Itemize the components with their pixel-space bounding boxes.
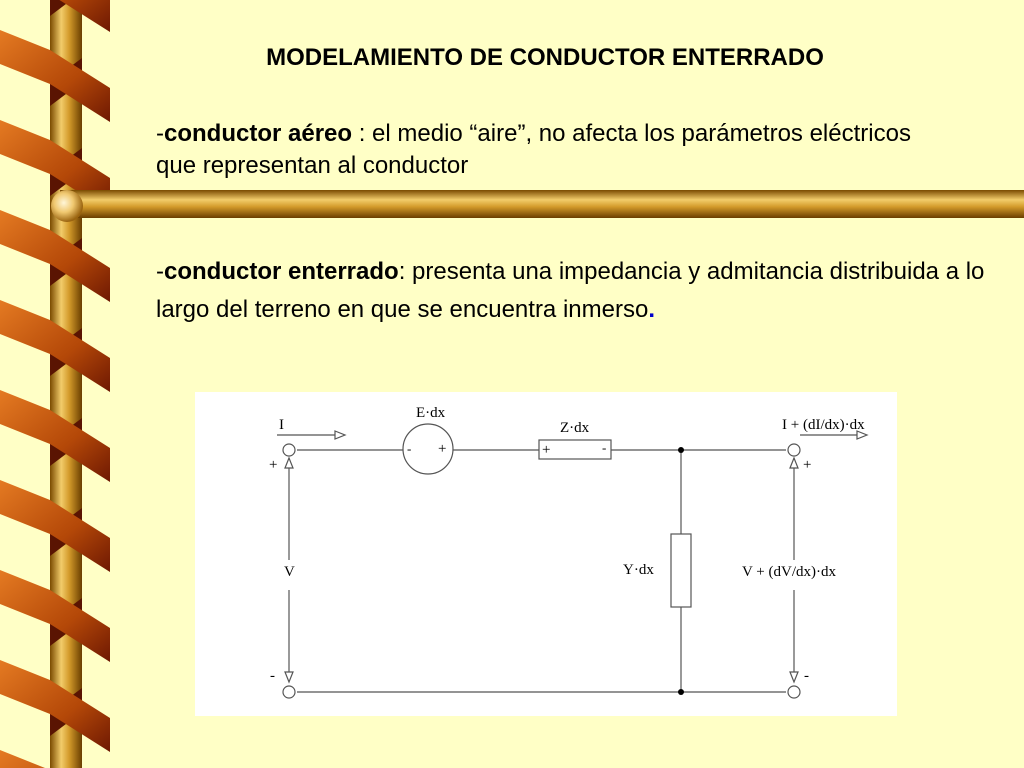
- admittance-element: [671, 534, 691, 607]
- dash: -: [156, 120, 164, 147]
- label-out-minus: -: [804, 668, 809, 684]
- horizontal-rod: [60, 190, 1024, 218]
- text-conductor-enterrado: : presenta una impedancia y admitancia distribuida a lo largo del terreno en que se encuentra inmerso: [156, 258, 985, 324]
- label-source-minus: -: [407, 441, 412, 456]
- terminal-bottom-left: [283, 686, 295, 698]
- term-conductor-aereo: conductor aéreo: [164, 120, 353, 147]
- circuit-diagram: [195, 392, 897, 716]
- dash: -: [156, 258, 164, 285]
- label-admittance: Y·dx: [623, 562, 654, 578]
- label-current-in: I: [279, 417, 284, 433]
- label-in-minus: -: [270, 668, 275, 684]
- paragraph-conductor-enterrado: [156, 253, 986, 330]
- label-current-out: I + (dI/dx)·dx: [782, 417, 865, 433]
- label-out-plus: +: [803, 457, 812, 473]
- label-source-plus: +: [438, 441, 447, 457]
- label-impedance-minus: -: [602, 440, 607, 455]
- terminal-top-left: [283, 444, 295, 456]
- voltage-in-arrowhead-down: [285, 672, 293, 682]
- term-conductor-enterrado: conductor enterrado: [164, 258, 399, 285]
- terminal-bottom-right: [788, 686, 800, 698]
- label-voltage-in: V: [284, 564, 295, 580]
- rod-knob: [51, 190, 83, 222]
- node-bottom: [678, 689, 684, 695]
- voltage-in-arrowhead-up: [285, 458, 293, 468]
- terminal-top-right: [788, 444, 800, 456]
- label-impedance: Z·dx: [560, 420, 590, 436]
- label-impedance-plus: +: [542, 442, 551, 458]
- label-in-plus: +: [269, 457, 278, 473]
- voltage-out-arrowhead-down: [790, 672, 798, 682]
- label-source: E·dx: [416, 405, 446, 421]
- circuit-drawing: [195, 392, 897, 716]
- node-top: [678, 447, 684, 453]
- period: .: [648, 296, 655, 324]
- vertical-rod: [50, 0, 82, 768]
- text-conductor-aereo: : el medio “aire”, no afecta los parámetros eléctricos que representan al conductor: [156, 120, 911, 180]
- slide-title: MODELAMIENTO DE CONDUCTOR ENTERRADO: [266, 44, 824, 71]
- label-voltage-out: V + (dV/dx)·dx: [742, 564, 837, 580]
- paragraph-conductor-aereo: [156, 118, 956, 183]
- current-in-arrowhead: [335, 431, 345, 439]
- voltage-out-arrowhead-up: [790, 458, 798, 468]
